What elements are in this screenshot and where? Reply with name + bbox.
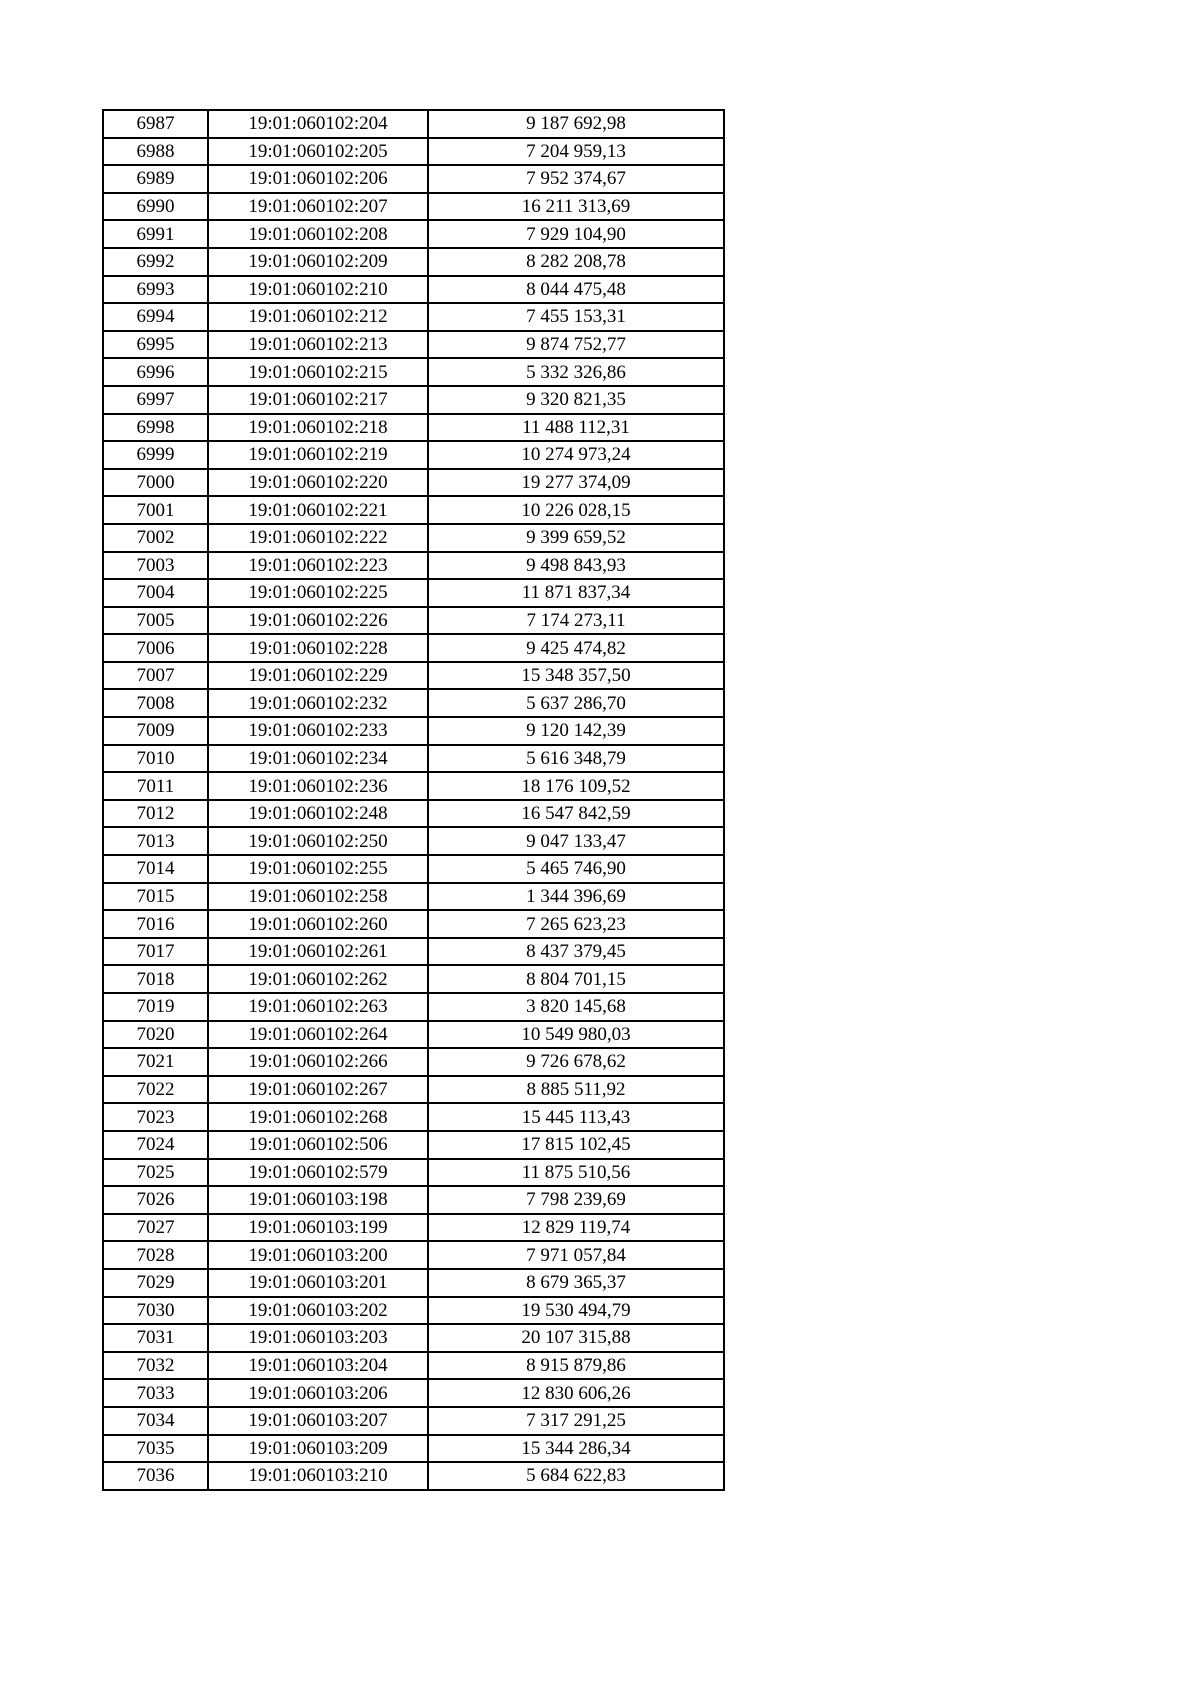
table-row (103, 1462, 724, 1490)
row-number-cell: 7030 (103, 1297, 208, 1325)
row-number-cell: 7026 (103, 1186, 208, 1214)
cadastral-value-cell: 8 915 879,86 (428, 1352, 724, 1380)
row-number-cell: 7028 (103, 1241, 208, 1269)
cadastral-value-cell: 17 815 102,45 (428, 1131, 724, 1159)
row-number-cell: 7016 (103, 910, 208, 938)
cadastral-number-cell: 19:01:060103:210 (208, 1462, 428, 1490)
row-number-cell: 7033 (103, 1379, 208, 1407)
row-number-cell: 7020 (103, 1021, 208, 1049)
table-row (103, 1048, 724, 1076)
table-row (103, 993, 724, 1021)
table-row (103, 883, 724, 911)
row-number-cell: 7001 (103, 496, 208, 524)
cadastral-value-cell: 16 547 842,59 (428, 800, 724, 828)
cadastral-number-cell: 19:01:060102:262 (208, 965, 428, 993)
table-row (103, 331, 724, 359)
table-row (103, 827, 724, 855)
cadastral-number-cell: 19:01:060102:233 (208, 717, 428, 745)
cadastral-value-cell: 11 488 112,31 (428, 414, 724, 442)
cadastral-value-cell: 11 871 837,34 (428, 579, 724, 607)
row-number-cell: 7024 (103, 1131, 208, 1159)
cadastral-number-cell: 19:01:060102:250 (208, 827, 428, 855)
row-number-cell: 7023 (103, 1103, 208, 1131)
table-row (103, 496, 724, 524)
cadastral-value-cell: 8 044 475,48 (428, 276, 724, 304)
table-row (103, 772, 724, 800)
row-number-cell: 7000 (103, 469, 208, 497)
row-number-cell: 7021 (103, 1048, 208, 1076)
cadastral-value-cell: 15 344 286,34 (428, 1435, 724, 1463)
cadastral-value-cell: 3 820 145,68 (428, 993, 724, 1021)
row-number-cell: 6998 (103, 414, 208, 442)
table-row (103, 441, 724, 469)
row-number-cell: 7031 (103, 1324, 208, 1352)
cadastral-number-cell: 19:01:060102:206 (208, 165, 428, 193)
cadastral-value-cell: 8 804 701,15 (428, 965, 724, 993)
cadastral-number-cell: 19:01:060102:263 (208, 993, 428, 1021)
cadastral-number-cell: 19:01:060102:207 (208, 193, 428, 221)
cadastral-number-cell: 19:01:060103:200 (208, 1241, 428, 1269)
row-number-cell: 7002 (103, 524, 208, 552)
cadastral-value-cell: 10 549 980,03 (428, 1021, 724, 1049)
cadastral-value-cell: 7 204 959,13 (428, 138, 724, 166)
table-row (103, 303, 724, 331)
cadastral-number-cell: 19:01:060103:198 (208, 1186, 428, 1214)
cadastral-number-cell: 19:01:060102:208 (208, 220, 428, 248)
row-number-cell: 7004 (103, 579, 208, 607)
row-number-cell: 7022 (103, 1076, 208, 1104)
table-row (103, 689, 724, 717)
table-row (103, 165, 724, 193)
row-number-cell: 6989 (103, 165, 208, 193)
table-row (103, 717, 724, 745)
row-number-cell: 6999 (103, 441, 208, 469)
table-row (103, 634, 724, 662)
row-number-cell: 7035 (103, 1435, 208, 1463)
table-row (103, 910, 724, 938)
cadastral-number-cell: 19:01:060102:221 (208, 496, 428, 524)
cadastral-value-cell: 16 211 313,69 (428, 193, 724, 221)
row-number-cell: 6997 (103, 386, 208, 414)
row-number-cell: 6987 (103, 110, 208, 138)
table-row (103, 745, 724, 773)
table-row (103, 248, 724, 276)
row-number-cell: 7005 (103, 607, 208, 635)
row-number-cell: 7017 (103, 938, 208, 966)
cadastral-number-cell: 19:01:060102:248 (208, 800, 428, 828)
row-number-cell: 7014 (103, 855, 208, 883)
table-row (103, 1407, 724, 1435)
row-number-cell: 7008 (103, 689, 208, 717)
table-row (103, 469, 724, 497)
cadastral-number-cell: 19:01:060102:268 (208, 1103, 428, 1131)
cadastral-value-cell: 5 637 286,70 (428, 689, 724, 717)
cadastral-value-cell: 15 445 113,43 (428, 1103, 724, 1131)
table-row (103, 965, 724, 993)
row-number-cell: 7010 (103, 745, 208, 773)
cadastral-value-cell: 7 929 104,90 (428, 220, 724, 248)
cadastral-value-cell: 19 530 494,79 (428, 1297, 724, 1325)
table-row (103, 1076, 724, 1104)
cadastral-value-cell: 5 616 348,79 (428, 745, 724, 773)
table-row (103, 1021, 724, 1049)
cadastral-value-cell: 11 875 510,56 (428, 1159, 724, 1187)
cadastral-number-cell: 19:01:060102:232 (208, 689, 428, 717)
cadastral-value-cell: 8 679 365,37 (428, 1269, 724, 1297)
cadastral-number-cell: 19:01:060102:209 (208, 248, 428, 276)
table-row (103, 220, 724, 248)
row-number-cell: 6996 (103, 358, 208, 386)
cadastral-number-cell: 19:01:060102:506 (208, 1131, 428, 1159)
table-body (103, 110, 724, 1490)
cadastral-value-cell: 9 120 142,39 (428, 717, 724, 745)
row-number-cell: 6993 (103, 276, 208, 304)
cadastral-value-cell: 8 885 511,92 (428, 1076, 724, 1104)
cadastral-number-cell: 19:01:060103:203 (208, 1324, 428, 1352)
cadastral-number-cell: 19:01:060102:264 (208, 1021, 428, 1049)
cadastral-value-cell: 9 047 133,47 (428, 827, 724, 855)
row-number-cell: 7009 (103, 717, 208, 745)
table-row (103, 1297, 724, 1325)
cadastral-value-cell: 9 425 474,82 (428, 634, 724, 662)
row-number-cell: 7011 (103, 772, 208, 800)
cadastral-number-cell: 19:01:060102:223 (208, 552, 428, 580)
cadastral-value-cell: 15 348 357,50 (428, 662, 724, 690)
table-row (103, 938, 724, 966)
row-number-cell: 7015 (103, 883, 208, 911)
cadastral-value-cell: 8 437 379,45 (428, 938, 724, 966)
row-number-cell: 7013 (103, 827, 208, 855)
cadastral-value-cell: 7 455 153,31 (428, 303, 724, 331)
cadastral-number-cell: 19:01:060102:204 (208, 110, 428, 138)
table-row (103, 276, 724, 304)
row-number-cell: 7032 (103, 1352, 208, 1380)
table-row (103, 1352, 724, 1380)
cadastral-number-cell: 19:01:060102:234 (208, 745, 428, 773)
table-row (103, 1324, 724, 1352)
row-number-cell: 7027 (103, 1214, 208, 1242)
cadastral-number-cell: 19:01:060102:222 (208, 524, 428, 552)
table-row (103, 552, 724, 580)
table-row (103, 1214, 724, 1242)
table-row (103, 358, 724, 386)
row-number-cell: 7029 (103, 1269, 208, 1297)
cadastral-value-cell: 12 830 606,26 (428, 1379, 724, 1407)
cadastral-value-cell: 7 317 291,25 (428, 1407, 724, 1435)
table-row (103, 662, 724, 690)
table-row (103, 1435, 724, 1463)
cadastral-value-cell: 18 176 109,52 (428, 772, 724, 800)
cadastral-number-cell: 19:01:060102:267 (208, 1076, 428, 1104)
cadastral-value-cell: 9 399 659,52 (428, 524, 724, 552)
row-number-cell: 7003 (103, 552, 208, 580)
row-number-cell: 6988 (103, 138, 208, 166)
cadastral-value-cell: 7 798 239,69 (428, 1186, 724, 1214)
cadastral-number-cell: 19:01:060102:228 (208, 634, 428, 662)
cadastral-value-table (102, 109, 725, 1491)
cadastral-value-cell: 10 226 028,15 (428, 496, 724, 524)
cadastral-value-cell: 19 277 374,09 (428, 469, 724, 497)
cadastral-number-cell: 19:01:060102:255 (208, 855, 428, 883)
cadastral-value-cell: 7 265 623,23 (428, 910, 724, 938)
row-number-cell: 6991 (103, 220, 208, 248)
cadastral-number-cell: 19:01:060102:260 (208, 910, 428, 938)
cadastral-number-cell: 19:01:060102:229 (208, 662, 428, 690)
cadastral-value-cell: 8 282 208,78 (428, 248, 724, 276)
cadastral-value-cell: 5 684 622,83 (428, 1462, 724, 1490)
row-number-cell: 7012 (103, 800, 208, 828)
cadastral-value-cell: 7 174 273,11 (428, 607, 724, 635)
row-number-cell: 7018 (103, 965, 208, 993)
cadastral-number-cell: 19:01:060102:579 (208, 1159, 428, 1187)
row-number-cell: 7019 (103, 993, 208, 1021)
table-row (103, 386, 724, 414)
cadastral-value-cell: 9 187 692,98 (428, 110, 724, 138)
table-row (103, 579, 724, 607)
cadastral-value-cell: 7 952 374,67 (428, 165, 724, 193)
cadastral-number-cell: 19:01:060102:213 (208, 331, 428, 359)
cadastral-value-cell: 12 829 119,74 (428, 1214, 724, 1242)
cadastral-number-cell: 19:01:060102:215 (208, 358, 428, 386)
cadastral-value-cell: 10 274 973,24 (428, 441, 724, 469)
cadastral-number-cell: 19:01:060102:218 (208, 414, 428, 442)
row-number-cell: 6994 (103, 303, 208, 331)
cadastral-number-cell: 19:01:060102:261 (208, 938, 428, 966)
table-row (103, 193, 724, 221)
row-number-cell: 7036 (103, 1462, 208, 1490)
cadastral-value-cell: 20 107 315,88 (428, 1324, 724, 1352)
table-row (103, 1131, 724, 1159)
cadastral-value-cell: 1 344 396,69 (428, 883, 724, 911)
table-row (103, 800, 724, 828)
table-row (103, 1379, 724, 1407)
table-row (103, 110, 724, 138)
cadastral-value-cell: 5 465 746,90 (428, 855, 724, 883)
cadastral-number-cell: 19:01:060103:201 (208, 1269, 428, 1297)
row-number-cell: 7006 (103, 634, 208, 662)
table-row (103, 855, 724, 883)
cadastral-number-cell: 19:01:060102:219 (208, 441, 428, 469)
cadastral-number-cell: 19:01:060102:212 (208, 303, 428, 331)
table-row (103, 1269, 724, 1297)
cadastral-value-cell: 9 320 821,35 (428, 386, 724, 414)
table-row (103, 607, 724, 635)
row-number-cell: 7034 (103, 1407, 208, 1435)
cadastral-value-cell: 9 874 752,77 (428, 331, 724, 359)
row-number-cell: 7025 (103, 1159, 208, 1187)
cadastral-number-cell: 19:01:060103:202 (208, 1297, 428, 1325)
row-number-cell: 6992 (103, 248, 208, 276)
cadastral-value-cell: 5 332 326,86 (428, 358, 724, 386)
cadastral-number-cell: 19:01:060103:209 (208, 1435, 428, 1463)
cadastral-number-cell: 19:01:060102:266 (208, 1048, 428, 1076)
cadastral-number-cell: 19:01:060102:225 (208, 579, 428, 607)
row-number-cell: 7007 (103, 662, 208, 690)
cadastral-number-cell: 19:01:060102:236 (208, 772, 428, 800)
table-row (103, 1241, 724, 1269)
cadastral-value-cell: 7 971 057,84 (428, 1241, 724, 1269)
row-number-cell: 6990 (103, 193, 208, 221)
cadastral-number-cell: 19:01:060103:204 (208, 1352, 428, 1380)
table-row (103, 1159, 724, 1187)
table-row (103, 1103, 724, 1131)
cadastral-number-cell: 19:01:060103:207 (208, 1407, 428, 1435)
table-row (103, 524, 724, 552)
cadastral-number-cell: 19:01:060103:206 (208, 1379, 428, 1407)
cadastral-number-cell: 19:01:060102:217 (208, 386, 428, 414)
cadastral-number-cell: 19:01:060103:199 (208, 1214, 428, 1242)
row-number-cell: 6995 (103, 331, 208, 359)
cadastral-value-cell: 9 726 678,62 (428, 1048, 724, 1076)
cadastral-number-cell: 19:01:060102:210 (208, 276, 428, 304)
cadastral-number-cell: 19:01:060102:226 (208, 607, 428, 635)
table-row (103, 138, 724, 166)
cadastral-number-cell: 19:01:060102:258 (208, 883, 428, 911)
cadastral-number-cell: 19:01:060102:205 (208, 138, 428, 166)
cadastral-number-cell: 19:01:060102:220 (208, 469, 428, 497)
cadastral-value-cell: 9 498 843,93 (428, 552, 724, 580)
table-row (103, 414, 724, 442)
table-row (103, 1186, 724, 1214)
